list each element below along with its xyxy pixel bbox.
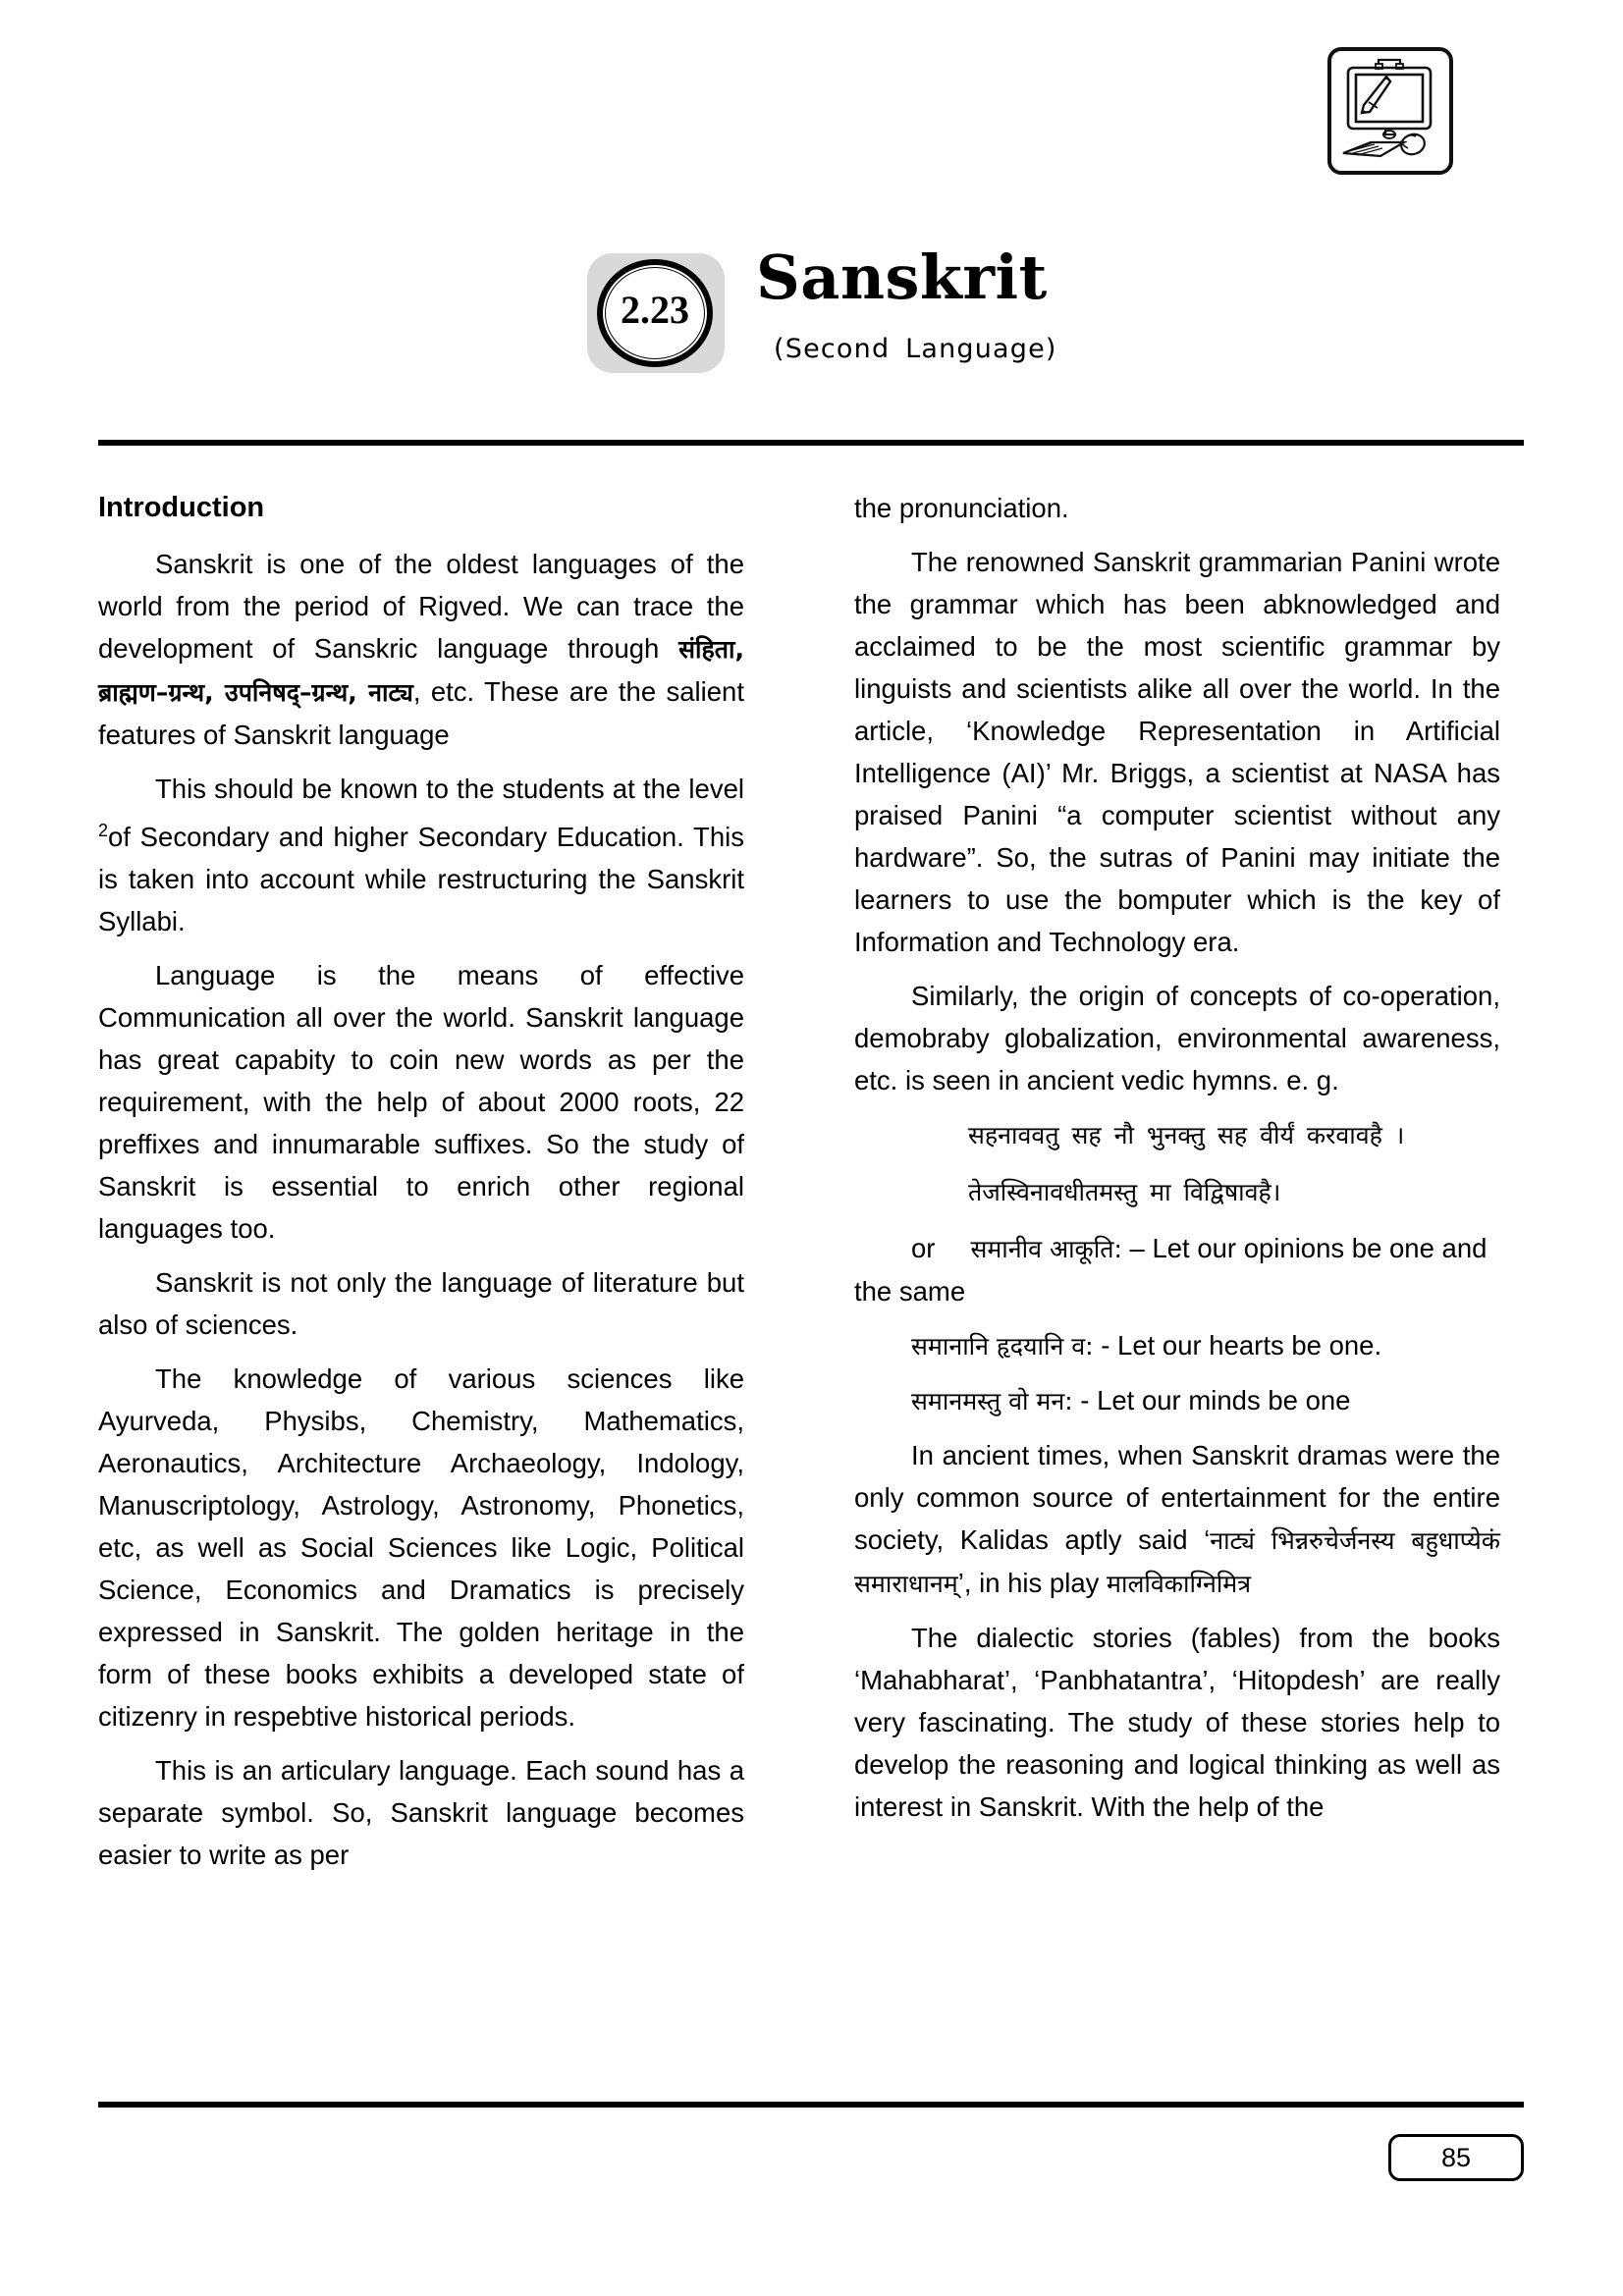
devanagari-phrase: समानीव आकूति: (970, 1235, 1122, 1263)
or-label: or (911, 1233, 936, 1263)
paragraph-text: of Secondary and higher Secondary Education. This is taken into account while restructuring the Sanskrit Syllabi. (98, 822, 744, 937)
paragraph-text: This should be known to the students at the level (155, 774, 744, 804)
paragraph: The renowned Sanskrit grammarian Panini wrote the grammar which has been abknowledged and acclaimed to be the most scientific grammar by linguists and scientists alike all over the world. In the article, ‘Knowledge Representation in Artificial Intelligence (AI)’ Mr. Briggs, a scientist at NASA has praised Panini “a computer scientist without any hardware”. So, the sutras of Panini may initiate the learners to use the bomputer which is the key of Information and Technology era. (854, 547, 1500, 957)
translation-text: - Let our hearts be one. (1093, 1330, 1382, 1361)
paragraph-translation (854, 1324, 1500, 1367)
paragraph: the pronunciation. (854, 493, 1069, 523)
paragraph-text: Sanskrit is one of the oldest languages of the world from the period of Rigved. We can trace the development of Sanskric language through (98, 549, 744, 664)
paragraph: Language is the means of effective Communication all over the world. Sanskrit language has great capabity to coin new words as per the requirement, with the help of about 2000 roots, 22 preffixes and innumarable suffixes. So the study of Sanskrit is essential to enrich other regional languages too. (98, 960, 744, 1245)
paragraph: This is an articulary language. Each sound has a separate symbol. So, Sanskrit language becomes easier to write as per (98, 1755, 744, 1871)
devanagari-terms: संहिता, ब्राह्मण–ग्रन्थ, उपनिषद्–ग्रन्थ, नाट्य (98, 635, 744, 707)
paragraph-text: , etc. These are the salient features of Sanskrit language (98, 676, 744, 750)
translation-text: - Let our minds be one (1072, 1385, 1351, 1415)
sanskrit-verse-line: सहनाववतु सह नौ भुनक्तु सह वीर्यं करवावहै । (968, 1121, 1405, 1149)
paragraph: Similarly, the origin of concepts of co-operation, demobraby globalization, environmental awareness, etc. is seen in ancient vedic hymns. e. g. (854, 981, 1500, 1095)
header-divider (98, 440, 1524, 446)
translation-text: – Let our opinions be one and the same (854, 1233, 1488, 1307)
section-heading-introduction: Introduction (98, 492, 265, 523)
devanagari-play-name: मालविकाग्निमित्र (1107, 1570, 1252, 1598)
footnote-marker: 2 (98, 821, 109, 840)
paragraph: Sanskrit is not only the language of literature but also of sciences. (98, 1267, 744, 1341)
page-subtitle: (Second Language) (774, 334, 1057, 364)
paragraph: The knowledge of various sciences like Ayurveda, Physibs, Chemistry, Mathematics, Aeronautics, Architecture Archaeology, Indology, Manuscriptology, Astrology, Astronomy, Phonetics, etc, as well as Social Sciences like Logic, Political Science, Economics and Dramatics is precisely expressed in Sanskrit. The golden heritage in the form of these books exhibits a developed state of citizenry in respebtive historical periods. (98, 1363, 744, 1733)
chapter-number-badge (587, 253, 725, 373)
paragraph-text: ’, in his play (957, 1568, 1108, 1598)
paragraph (854, 1434, 1500, 1605)
left-text-column (98, 487, 744, 1876)
paragraph (98, 543, 744, 756)
paragraph-text: In ancient times, when Sanskrit dramas were the only common source of entertainment for the entire society, Kalidas aptly said ‘ (854, 1440, 1500, 1555)
devanagari-phrase: समानानि हृदयानि व: (911, 1332, 1094, 1361)
footer-divider (98, 2102, 1524, 2108)
devanagari-phrase: समानमस्तु वो मन: (911, 1387, 1073, 1415)
page-title: Sanskrit (756, 241, 1048, 313)
chapter-number: 2.23 (621, 288, 689, 332)
paragraph-or-translation (854, 1227, 1500, 1312)
page-number: 85 (1388, 2134, 1524, 2181)
paragraph (98, 768, 744, 942)
sanskrit-verse-line: तेजस्विनावधीतमस्तु मा विद्विषावहै। (968, 1178, 1281, 1206)
computer-pencil-keyboard-mouse-icon (1327, 47, 1453, 175)
right-text-column (854, 487, 1500, 1828)
devanagari-quote: नाट्यं भिन्नरुचेर्जनस्य बहुधाप्येकं समाराधानम् (854, 1526, 1500, 1598)
paragraph: The dialectic stories (fables) from the books ‘Mahabharat’, ‘Panbhatantra’, ‘Hitopdesh’ are really very fascinating. The study of these stories help to develop the reasoning and logical thinking as well as interest in Sanskrit. With the help of the (854, 1623, 1500, 1822)
chapter-title-block (587, 241, 1137, 381)
paragraph-translation (854, 1379, 1500, 1422)
